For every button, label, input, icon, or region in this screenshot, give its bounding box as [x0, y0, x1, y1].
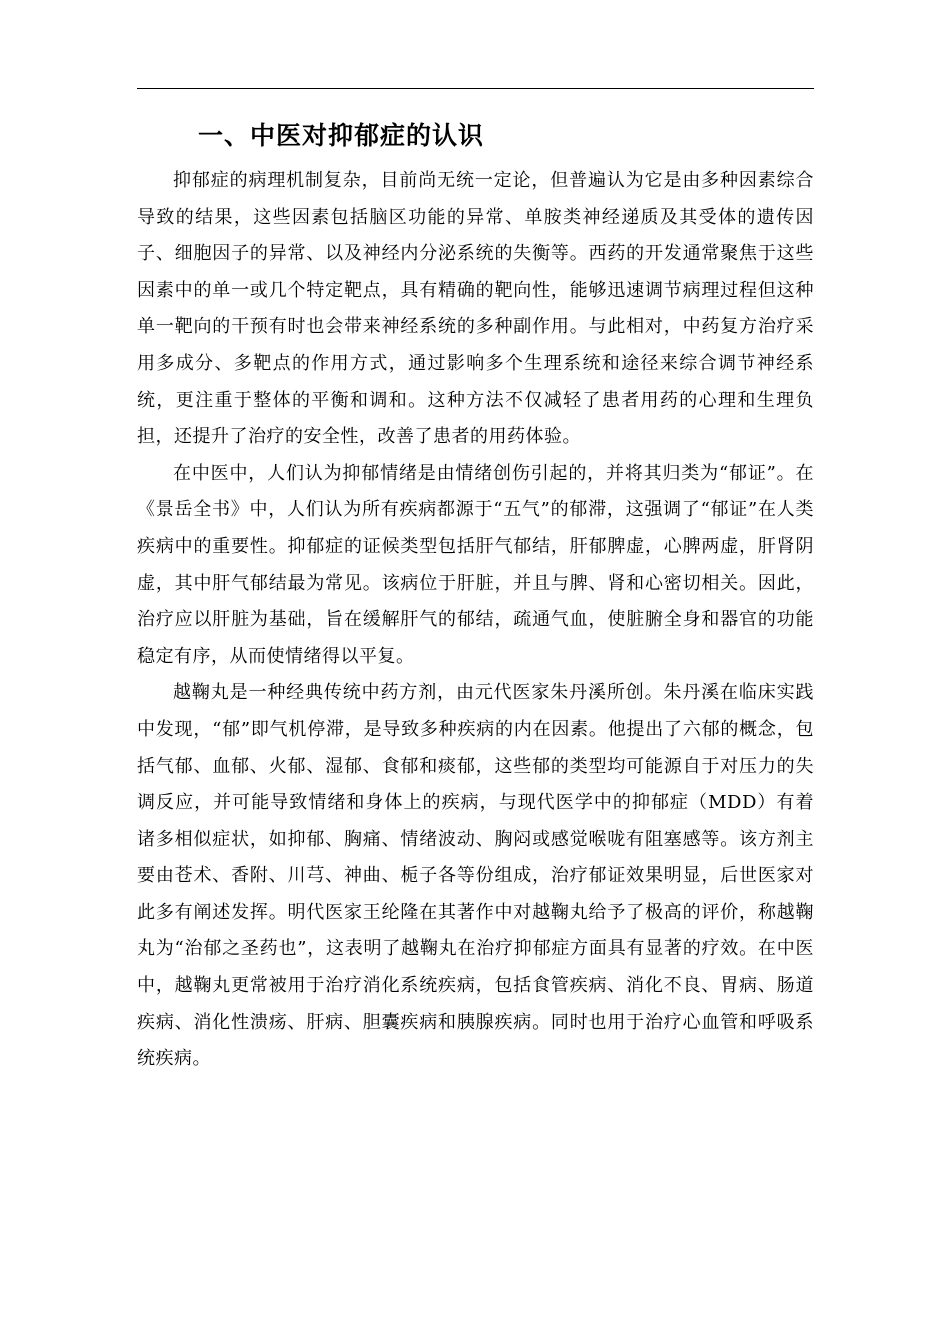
header-rule: [137, 88, 814, 89]
section-heading: 一、中医对抑郁症的认识: [198, 121, 485, 150]
paragraph-2: 在中医中，人们认为抑郁情绪是由情绪创伤引起的，并将其归类为“郁证”。在《景岳全书》中，人们认为所有疾病都源于“五气”的郁滞，这强调了“郁证”在人类疾病中的重要性。抑郁症的证候类型包括肝气郁结，肝郁脾虚，心脾两虚，肝肾阴虚，其中肝气郁结最为常见。该病位于肝脏，并且与脾、肾和心密切相关。因此，治疗应以肝脏为基础，旨在缓解肝气的郁结，疏通气血，使脏腑全身和器官的功能稳定有序，从而使情绪得以平复。: [137, 462, 814, 667]
paragraph-1: 抑郁症的病理机制复杂，目前尚无统一定论，但普遍认为它是由多种因素综合导致的结果，这些因素包括脑区功能的异常、单胺类神经递质及其受体的遗传因子、细胞因子的异常、以及神经内分泌系统的失衡等。西药的开发通常聚焦于这些因素中的单一或几个特定靶点，具有精确的靶向性，能够迅速调节病理过程但这种单一靶向的干预有时也会带来神经系统的多种副作用。与此相对，中药复方治疗采用多成分、多靶点的作用方式，通过影响多个生理系统和途径来综合调节神经系统，更注重于整体的平衡和调和。这种方法不仅减轻了患者用药的心理和生理负担，还提升了治疗的安全性，改善了患者的用药体验。: [137, 170, 814, 448]
body-text: [137, 163, 814, 1078]
paragraph-3: 越鞠丸是一种经典传统中药方剂，由元代医家朱丹溪所创。朱丹溪在临床实践中发现，“郁”即气机停滞，是导致多种疾病的内在因素。他提出了六郁的概念，包括气郁、血郁、火郁、湿郁、食郁和痰郁，这些郁的类型均可能源自于对压力的失调反应，并可能导致情绪和身体上的疾病，与现代医学中的抑郁症（MDD）有着诸多相似症状，如抑郁、胸痛、情绪波动、胸闷或感觉喉咙有阻塞感等。该方剂主要由苍术、香附、川芎、神曲、栀子各等份组成，治疗郁证效果明显，后世医家对此多有阐述发挥。明代医家王纶隆在其著作中对越鞠丸给予了极高的评价，称越鞠丸为“治郁之圣药也”，这表明了越鞠丸在治疗抑郁症方面具有显著的疗效。在中医中，越鞠丸更常被用于治疗消化系统疾病，包括食管疾病、消化不良、胃病、肠道疾病、消化性溃疡、肝病、胆囊疾病和胰腺疾病。同时也用于治疗心血管和呼吸系统疾病。: [137, 682, 814, 1070]
